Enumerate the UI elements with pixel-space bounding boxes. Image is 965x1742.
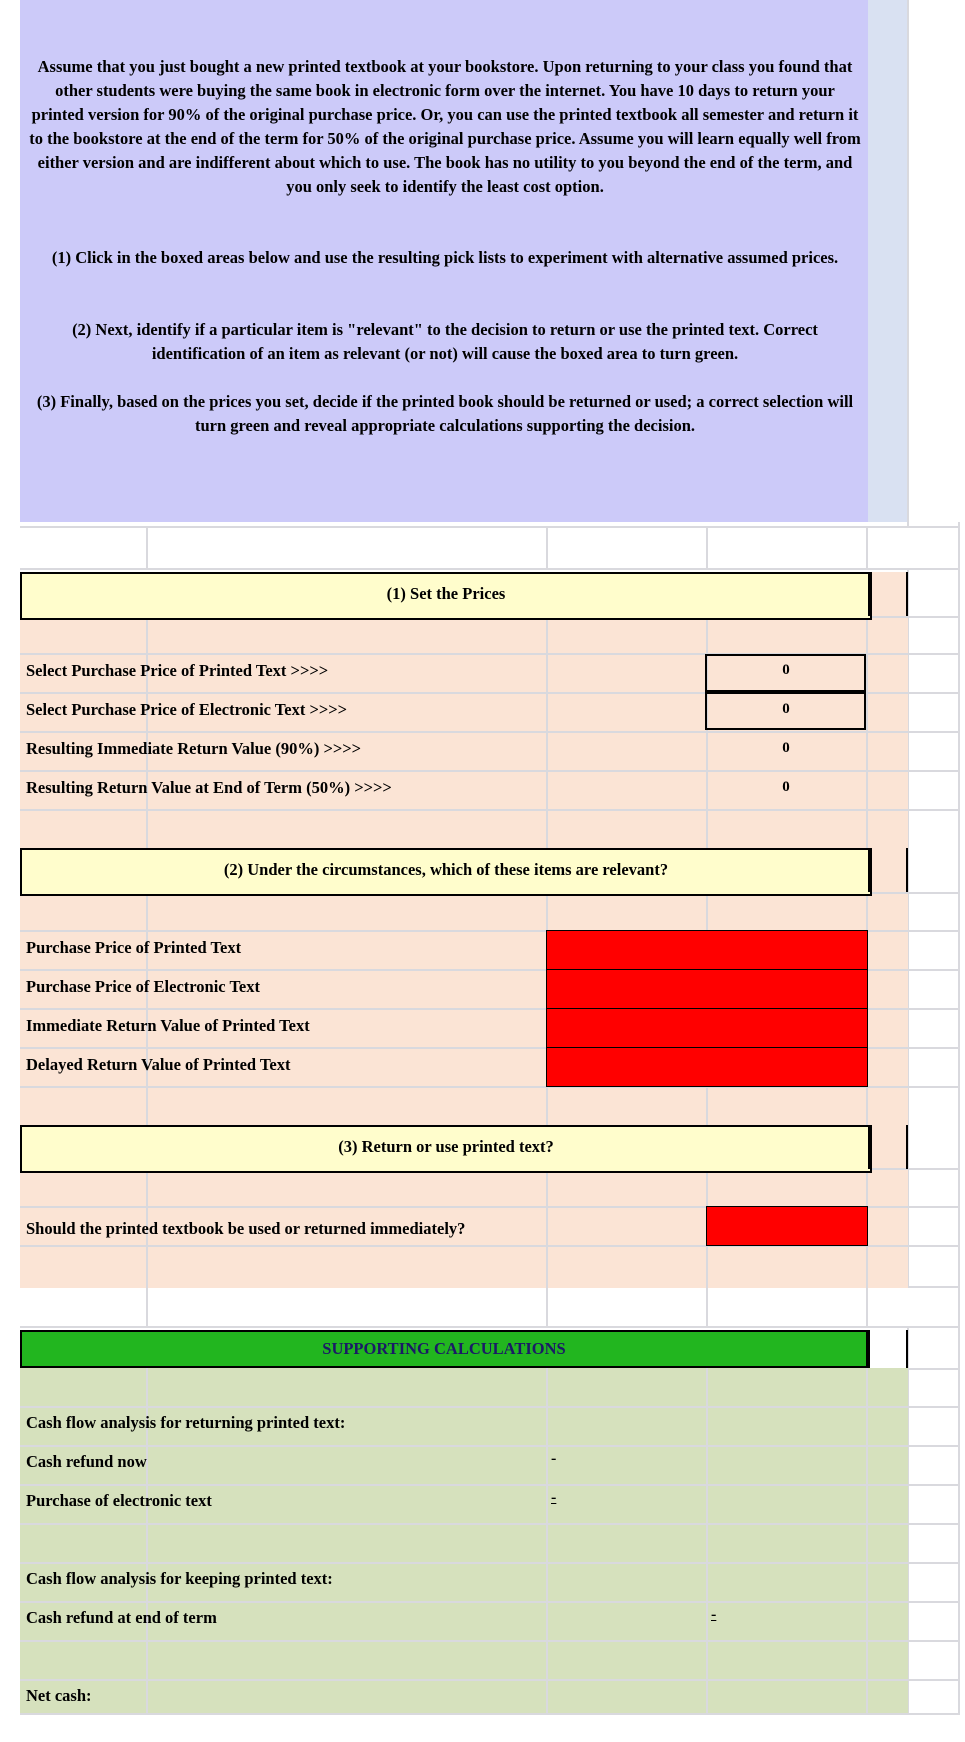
relevance-item-immediate-return: Immediate Return Value of Printed Text [26, 1016, 310, 1035]
purchase-electronic-label: Purchase of electronic text [26, 1491, 212, 1510]
section-header-side [868, 1330, 908, 1368]
grid-line [908, 969, 958, 971]
grid-line [958, 522, 960, 1715]
purchase-electronic-value: - [551, 1489, 557, 1506]
supporting-calculations-header [20, 1330, 868, 1368]
grid-line [146, 526, 148, 570]
relevance-select-immediate-return[interactable] [546, 1008, 868, 1048]
grid-line [546, 526, 548, 570]
section-2-header [20, 848, 872, 896]
grid-line [908, 692, 958, 694]
grid-line [146, 1288, 148, 1328]
relevance-item-delayed-return: Delayed Return Value of Printed Text [26, 1055, 291, 1074]
end-term-return-value-label: Resulting Return Value at End of Term (50%) >>>> [26, 778, 392, 797]
section-2-title: (2) Under the circumstances, which of these items are relevant? [223, 860, 669, 879]
electronic-price-value: 0 [782, 701, 790, 717]
supporting-calculations-title: SUPPORTING CALCULATIONS [322, 1339, 566, 1358]
grid-line [908, 653, 958, 655]
relevance-item-printed-price: Purchase Price of Printed Text [26, 938, 242, 957]
keep-cash-flow-heading: Cash flow analysis for keeping printed text: [26, 1569, 333, 1588]
grid-line [908, 731, 958, 733]
purchase-price-electronic-label: Select Purchase Price of Electronic Text >>>> [26, 700, 348, 719]
grid-line [908, 1008, 958, 1010]
spacer-row [20, 526, 958, 570]
grid-line [908, 1047, 958, 1049]
grid-line [546, 1368, 548, 1715]
intro-paragraph: Assume that you just bought a new printed textbook at your bookstore. Upon returning to your class you found that other students were buying the same book in electronic form over the internet. You have 10 days to return your printed version for 90% of the original purchase price. Or, you can use the printed textbook all semester and return it to the bookstore at the end of the term for 50% of the original purchase price. Assume you will learn equally well from either version and are indifferent about which to use. The book has no utility to you beyond the end of the term, and you only seek to identify the least cost option. [29, 57, 861, 196]
section-3-title: (3) Return or use printed text? [338, 1137, 554, 1156]
intro-step-1: (1) Click in the boxed areas below and use the resulting pick lists to experiment with alternative assumed prices. [51, 248, 839, 267]
section-1-title: (1) Set the Prices [386, 584, 506, 603]
grid-line [20, 731, 908, 733]
grid-line [20, 1679, 958, 1681]
purchase-price-printed-label: Select Purchase Price of Printed Text >>>> [26, 661, 329, 680]
instructions-side-column [868, 0, 908, 522]
grid-line [706, 1288, 708, 1328]
grid-line [908, 770, 958, 772]
grid-line [908, 1086, 958, 1088]
return-cash-flow-heading: Cash flow analysis for returning printed text: [26, 1413, 346, 1432]
intro-step-3: (3) Finally, based on the prices you set, decide if the printed book should be returned or used; a correct selection will turn green and reveal appropriate calculations supporting the decision. [36, 392, 854, 435]
return-or-use-select[interactable] [706, 1206, 868, 1246]
cash-refund-end-value: - [711, 1606, 717, 1623]
section-header-side [868, 1125, 908, 1169]
grid-line [20, 1562, 958, 1564]
grid-line [20, 1601, 958, 1603]
section-1-header [20, 572, 872, 620]
grid-line [706, 1368, 708, 1715]
relevance-select-printed-price[interactable] [546, 930, 868, 970]
grid-line [866, 1288, 868, 1328]
grid-line [20, 1406, 958, 1408]
net-cash-label: Net cash: [26, 1686, 92, 1705]
relevance-select-electronic-price[interactable] [546, 969, 868, 1009]
spacer-row [20, 1288, 958, 1328]
grid-line [866, 526, 868, 570]
relevance-item-electronic-price: Purchase Price of Electronic Text [26, 977, 261, 996]
section-header-side [868, 848, 908, 892]
grid-line [908, 1245, 958, 1247]
grid-line [706, 526, 708, 570]
relevance-select-delayed-return[interactable] [546, 1047, 868, 1087]
grid-line [20, 770, 908, 772]
grid-line [20, 809, 908, 811]
grid-line [908, 892, 958, 894]
grid-line [908, 809, 958, 811]
immediate-return-value: 0 [782, 740, 790, 756]
printed-price-value: 0 [782, 662, 790, 678]
grid-line [908, 616, 958, 618]
cash-refund-now-value: - [551, 1450, 557, 1467]
grid-line [546, 1288, 548, 1328]
cash-refund-now-label: Cash refund now [26, 1452, 147, 1471]
grid-line [20, 1640, 958, 1642]
grid-line [908, 1206, 958, 1208]
grid-line [20, 1445, 958, 1447]
intro-step-2: (2) Next, identify if a particular item is "relevant" to the decision to return or use the printed text. Correct identification of an item as relevant (or not) will cause the boxed area to turn green. [72, 320, 818, 363]
end-term-return-value: 0 [782, 779, 790, 795]
grid-line [20, 1713, 958, 1715]
return-or-use-question: Should the printed textbook be used or returned immediately? [26, 1219, 466, 1238]
grid-line [908, 1168, 958, 1170]
grid-line [20, 1523, 958, 1525]
grid-line [908, 930, 958, 932]
grid-line [20, 1484, 958, 1486]
immediate-return-value-label: Resulting Immediate Return Value (90%) >>>> [26, 739, 362, 758]
cash-refund-end-label: Cash refund at end of term [26, 1608, 217, 1627]
section-header-side [868, 572, 908, 616]
section-3-header [20, 1125, 872, 1173]
grid-line [908, 1368, 958, 1370]
grid-line [866, 1368, 868, 1715]
